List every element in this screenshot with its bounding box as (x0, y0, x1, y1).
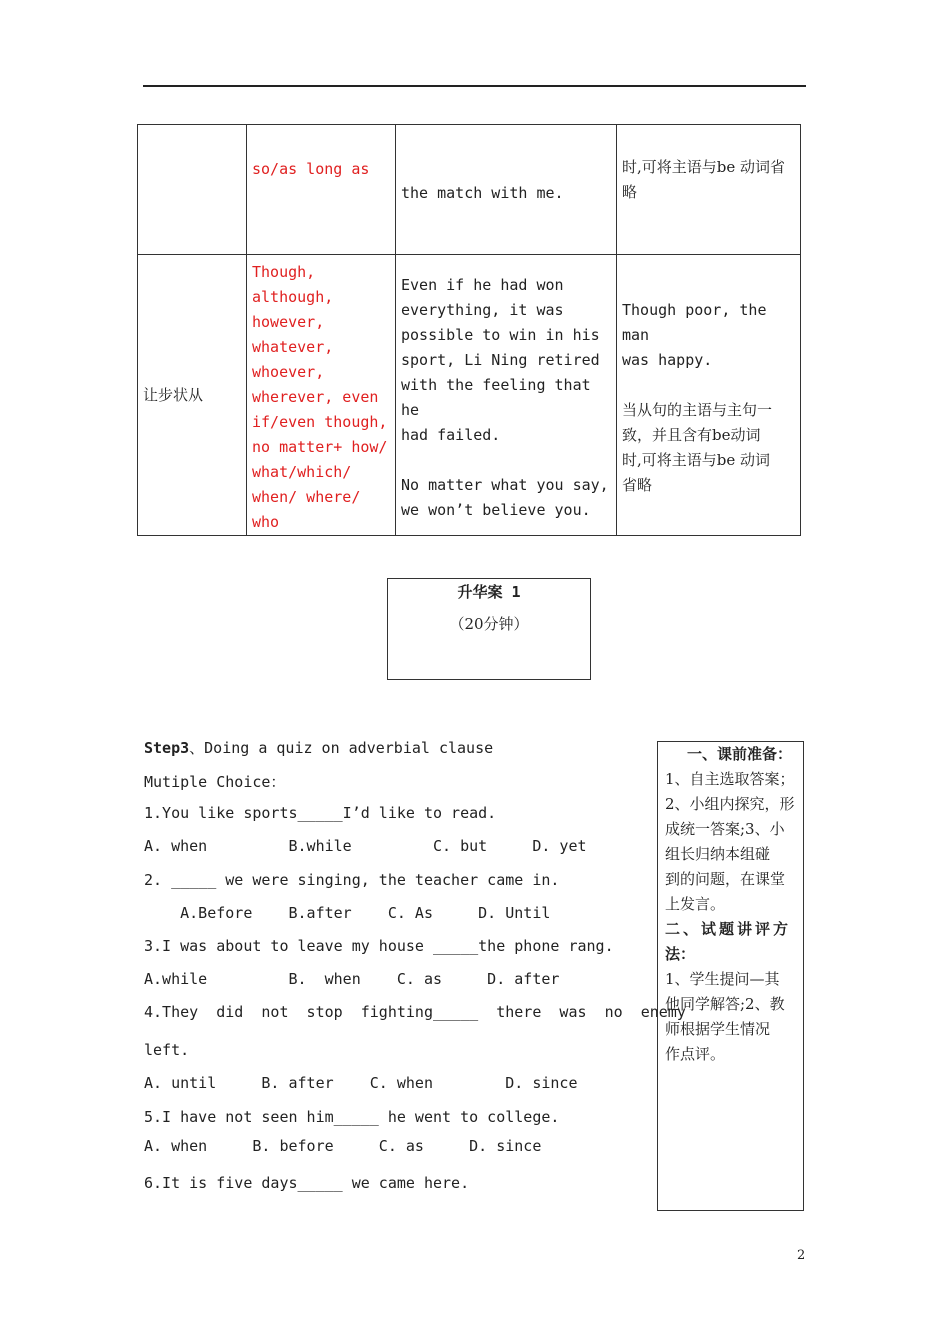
notes-heading: 二、试题讲评方 (665, 920, 792, 938)
conjunction-line: wherever, even (252, 388, 379, 406)
conjunction-text: so/as long as (252, 160, 370, 178)
quiz-question: 3.I was about to leave my house _____the phone rang. (144, 937, 614, 955)
section-title: 升华案 1 (457, 583, 521, 601)
quiz-options: A.Before B.after C. As D. Until (144, 904, 551, 922)
note-line: Though poor, the man (622, 301, 767, 344)
table-row (138, 255, 801, 536)
quiz-subtitle: Mutiple Choice： (144, 773, 286, 791)
section-title-box (387, 578, 591, 680)
note-cell (617, 125, 801, 255)
quiz-question: 2. _____ we were singing, the teacher came in. (144, 871, 560, 889)
quiz-question: 6.It is five days_____ we came here. (144, 1174, 470, 1192)
notes-line: 成统一答案;3、小 (665, 820, 785, 838)
notes-heading: 一、课前准备： (687, 745, 793, 763)
conjunction-line: however, (252, 313, 325, 331)
notes-line: 上发言。 (665, 895, 726, 913)
example-line: with the feeling that he (401, 376, 591, 419)
conjunction-line: whatever, (252, 338, 334, 356)
conjunction-line: no matter+ how/ (252, 438, 388, 456)
notes-line: 到的问题，在课堂 (665, 870, 786, 888)
note-line: 时,可将主语与be 动词 (622, 451, 771, 469)
step-title: 、Doing a quiz on adverbial clause (189, 739, 494, 757)
step-heading (144, 737, 493, 758)
note-line: 当从句的主语与主句一 (622, 401, 773, 419)
note-line: was happy. (622, 351, 713, 369)
note-cell (617, 255, 801, 536)
example-line: had failed. (401, 426, 501, 444)
notes-line: 作点评。 (665, 1045, 726, 1063)
quiz-options: A.while B. when C. as D. after (144, 970, 560, 988)
header-rule (143, 85, 806, 87)
conjunction-line: whoever, (252, 363, 325, 381)
conjunction-line: Though, (252, 263, 316, 281)
adverbial-clause-table (137, 124, 801, 536)
notes-line: 师根据学生情况 (665, 1020, 771, 1038)
quiz-options: A. when B.while C. but D. yet (144, 837, 587, 855)
note-line: 省略 (622, 476, 653, 494)
section-duration: （20分钟） (449, 615, 529, 633)
conjunction-line: what/which/ (252, 463, 352, 481)
example-line: we won’t believe you. (401, 501, 591, 519)
quiz-question: 4.They did not stop fighting_____ there was no enemy (144, 1003, 686, 1021)
clause-type-label: 让步状从 (143, 385, 204, 404)
example-line: Even if he had won (401, 276, 564, 294)
example-line: possible to win in his (401, 326, 600, 344)
conjunction-line: although, (252, 288, 334, 306)
note-text: 时,可将主语与be 动词省略 (622, 158, 786, 201)
quiz-question: 1.You like sports_____I’d like to read. (144, 804, 497, 822)
conjunction-cell (247, 255, 396, 536)
conjunction-cell (247, 125, 396, 255)
example-text: the match with me. (401, 184, 564, 202)
table-row (138, 125, 801, 255)
example-line: everything, it was (401, 301, 564, 319)
example-cell (396, 125, 617, 255)
example-line: sport, Li Ning retired (401, 351, 600, 369)
conjunction-line: if/even though, (252, 413, 388, 431)
page-number: 2 (797, 1248, 806, 1263)
notes-heading: 法： (665, 945, 696, 963)
notes-line: 1、学生提问—其 (665, 970, 780, 988)
example-line: No matter what you say, (401, 476, 609, 494)
quiz-options: A. when B. before C. as D. since (144, 1137, 542, 1155)
quiz-options: A. until B. after C. when D. since (144, 1074, 578, 1092)
step-label: Step3 (144, 739, 190, 757)
teaching-notes-box (657, 741, 804, 1211)
quiz-question: 5.I have not seen him_____ he went to college. (144, 1108, 560, 1126)
notes-line: 1、自主选取答案； (665, 770, 795, 788)
notes-line: 组长归纳本组碰 (665, 845, 771, 863)
notes-line: 他同学解答;2、教 (665, 995, 785, 1013)
notes-line: 2、小组内探究，形 (665, 795, 795, 813)
example-cell (396, 255, 617, 536)
table-cell-empty (138, 125, 247, 255)
quiz-question-cont: left. (144, 1041, 190, 1059)
clause-type-cell (138, 255, 247, 536)
note-line: 致，并且含有be动词 (622, 426, 761, 444)
conjunction-line: when/ where/ who (252, 488, 361, 531)
